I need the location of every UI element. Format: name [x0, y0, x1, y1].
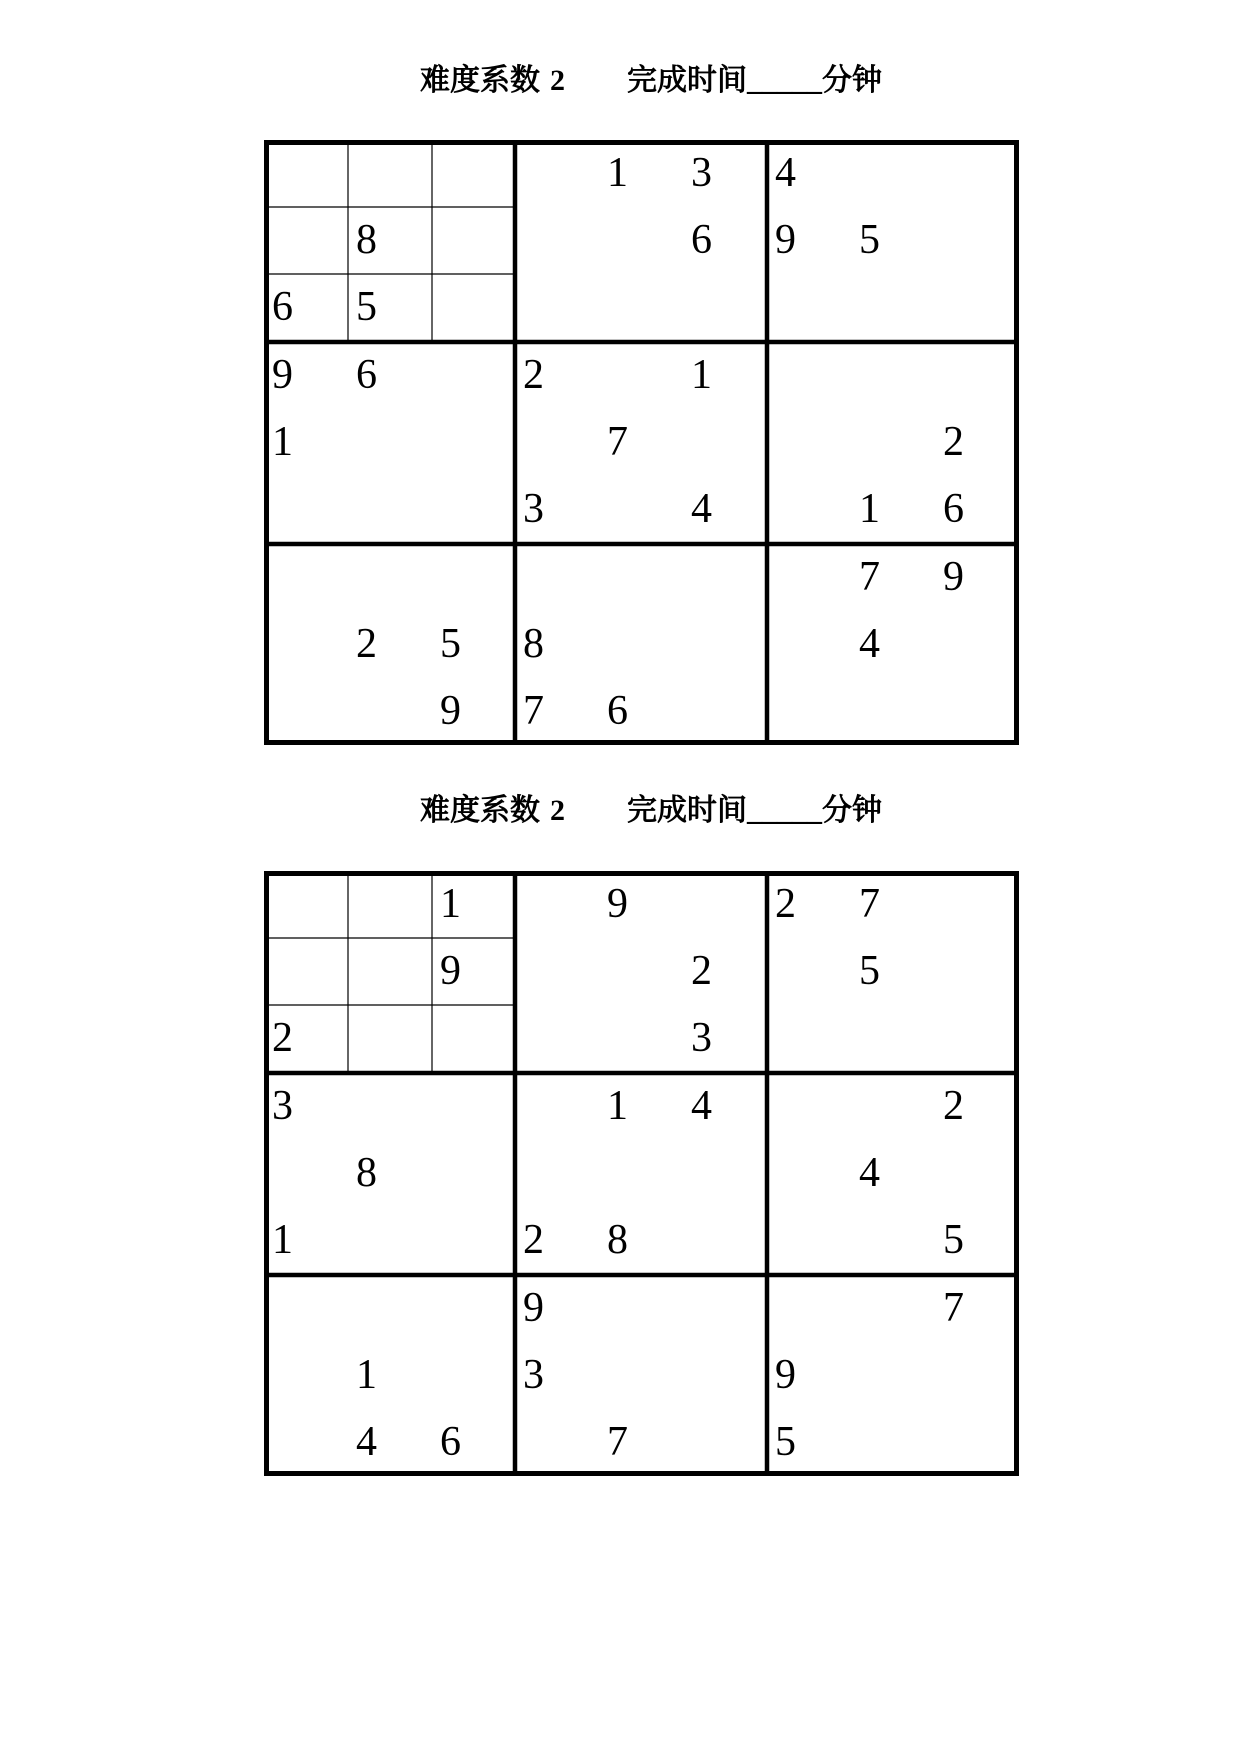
sudoku-cell: [935, 1409, 1019, 1475]
sudoku-cell: [767, 544, 851, 610]
sudoku-cell: [432, 1073, 516, 1139]
sudoku-cell: 8: [523, 621, 544, 667]
sudoku-cell: 8: [356, 217, 377, 263]
sudoku-cell: 5: [440, 621, 461, 667]
sudoku-cell: [515, 938, 599, 1004]
sudoku-cell: [851, 1275, 935, 1341]
sudoku-cell: 7: [943, 1285, 964, 1331]
sudoku-cell: 1: [440, 881, 461, 927]
sudoku-cell: [599, 342, 683, 408]
sudoku-cell: [515, 274, 599, 340]
sudoku-cell: [935, 140, 1019, 206]
sudoku-cell: [432, 1140, 516, 1206]
sudoku-cell: 2: [943, 419, 964, 465]
sudoku-cell: [767, 611, 851, 677]
puzzle-1-title: [420, 61, 882, 101]
sudoku-cell: [935, 342, 1019, 408]
sudoku-cell: 7: [859, 881, 880, 927]
sudoku-cell: [264, 544, 348, 610]
sudoku-cell: [851, 1207, 935, 1273]
sudoku-cell: 2: [523, 352, 544, 398]
sudoku-cell: [935, 274, 1019, 340]
completion-time-blank: _____: [747, 794, 822, 827]
sudoku-cell: [432, 1005, 516, 1071]
sudoku-cell: 1: [356, 1352, 377, 1398]
sudoku-cell: 5: [943, 1217, 964, 1263]
sudoku-cell: [683, 611, 767, 677]
sudoku-cell: [348, 1275, 432, 1341]
sudoku-cell: [599, 207, 683, 273]
sudoku-cell: [264, 678, 348, 744]
sudoku-cell: 1: [272, 419, 293, 465]
sudoku-cell: [432, 274, 516, 340]
sudoku-cell: [264, 1409, 348, 1475]
sudoku-cell: 9: [775, 217, 796, 263]
sudoku-cell: [515, 1005, 599, 1071]
sudoku-cell: [767, 476, 851, 542]
sudoku-cell: [515, 409, 599, 475]
sudoku-cell: 5: [775, 1419, 796, 1465]
sudoku-cell: [683, 274, 767, 340]
sudoku-cell: 4: [775, 150, 796, 196]
sudoku-cell: [599, 476, 683, 542]
sudoku-cell: [851, 342, 935, 408]
sudoku-cell: [935, 1342, 1019, 1408]
sudoku-cell: 2: [523, 1217, 544, 1263]
sudoku-cell: 6: [440, 1419, 461, 1465]
sudoku-cell: [683, 1207, 767, 1273]
sudoku-cell: 2: [691, 948, 712, 994]
sudoku-cell: 4: [691, 486, 712, 532]
sudoku-cell: [851, 1073, 935, 1139]
sudoku-cell: [515, 544, 599, 610]
sudoku-cell: [851, 409, 935, 475]
sudoku-cell: [348, 544, 432, 610]
sudoku-cell: [851, 678, 935, 744]
sudoku-cell: [264, 476, 348, 542]
sudoku-cell: [264, 1140, 348, 1206]
sudoku-cell: [599, 611, 683, 677]
sudoku-cell: [683, 1342, 767, 1408]
sudoku-cell: 2: [943, 1083, 964, 1129]
sudoku-cell: [767, 1275, 851, 1341]
sudoku-cell: [683, 544, 767, 610]
sudoku-cell: [264, 938, 348, 1004]
difficulty-value: 2: [550, 64, 565, 97]
sudoku-cell: 6: [943, 486, 964, 532]
sudoku-cell: [683, 1409, 767, 1475]
sudoku-cell: [851, 1005, 935, 1071]
sudoku-cell: [935, 611, 1019, 677]
sudoku-cell: 2: [272, 1015, 293, 1061]
difficulty-value: 2: [550, 794, 565, 827]
sudoku-cell: 6: [691, 217, 712, 263]
sudoku-cell: 1: [607, 1083, 628, 1129]
sudoku-cell: [264, 1275, 348, 1341]
sudoku-cell: [851, 140, 935, 206]
sudoku-cell: 3: [691, 1015, 712, 1061]
sudoku-cell: 1: [607, 150, 628, 196]
sudoku-cell: 9: [440, 688, 461, 734]
sudoku-cell: [767, 1073, 851, 1139]
sudoku-cell: [767, 274, 851, 340]
time-unit-label: 分钟: [822, 794, 882, 827]
sudoku-cell: [432, 544, 516, 610]
sudoku-cell: [935, 871, 1019, 937]
sudoku-cell: [683, 678, 767, 744]
sudoku-cell: [851, 1342, 935, 1408]
sudoku-cell: [264, 207, 348, 273]
sudoku-cell: [599, 544, 683, 610]
difficulty-label: 难度系数: [420, 794, 540, 827]
sudoku-cell: 7: [859, 554, 880, 600]
sudoku-cell: 7: [607, 419, 628, 465]
sudoku-cell: 2: [356, 621, 377, 667]
sudoku-cell: 7: [523, 688, 544, 734]
sudoku-cell: 4: [691, 1083, 712, 1129]
sudoku-cell: [599, 1275, 683, 1341]
sudoku-cell: 5: [859, 217, 880, 263]
sudoku-cell: [432, 207, 516, 273]
completion-time-label: 完成时间: [627, 794, 747, 827]
sudoku-cell: 9: [607, 881, 628, 927]
sudoku-cell: 4: [859, 1150, 880, 1196]
sudoku-cell: 8: [356, 1150, 377, 1196]
sudoku-cell: 9: [523, 1285, 544, 1331]
sudoku-cell: [348, 476, 432, 542]
sudoku-cell: [264, 140, 348, 206]
sudoku-cell: 6: [607, 688, 628, 734]
sudoku-cell: [935, 207, 1019, 273]
sudoku-cell: [432, 342, 516, 408]
sudoku-cell: 5: [859, 948, 880, 994]
sudoku-cell: [767, 1005, 851, 1071]
sudoku-cell: [683, 1140, 767, 1206]
sudoku-cell: [264, 1342, 348, 1408]
sudoku-cell: 1: [691, 352, 712, 398]
sudoku-cell: 9: [272, 352, 293, 398]
sudoku-cell: 9: [440, 948, 461, 994]
sudoku-cell: [851, 1409, 935, 1475]
sudoku-cell: 2: [775, 881, 796, 927]
sudoku-cell: 3: [523, 486, 544, 532]
sudoku-grid-2: [264, 871, 1019, 1476]
sudoku-cell: [515, 207, 599, 273]
sudoku-cell: [935, 1005, 1019, 1071]
sudoku-cell: [432, 140, 516, 206]
sudoku-cell: [515, 1073, 599, 1139]
sudoku-cell: [767, 1207, 851, 1273]
sudoku-cell: [767, 1140, 851, 1206]
sudoku-cell: 3: [272, 1083, 293, 1129]
sudoku-cell: 3: [691, 150, 712, 196]
sudoku-cell: [348, 1073, 432, 1139]
sudoku-grid-1: [264, 140, 1019, 745]
sudoku-cell: 1: [859, 486, 880, 532]
sudoku-cell: [935, 1140, 1019, 1206]
sudoku-cell: [348, 1207, 432, 1273]
sudoku-cell: [348, 1005, 432, 1071]
sudoku-cell: 4: [356, 1419, 377, 1465]
completion-time-label: 完成时间: [627, 64, 747, 97]
sudoku-cell: 9: [943, 554, 964, 600]
sudoku-cell: [515, 1140, 599, 1206]
sudoku-cell: [348, 678, 432, 744]
sudoku-cell: 5: [356, 284, 377, 330]
time-unit-label: 分钟: [822, 64, 882, 97]
sudoku-cell: 1: [272, 1217, 293, 1263]
sudoku-cell: [767, 409, 851, 475]
sudoku-cell: [515, 871, 599, 937]
sudoku-cell: 8: [607, 1217, 628, 1263]
sudoku-cell: 6: [356, 352, 377, 398]
sudoku-cell: 7: [607, 1419, 628, 1465]
sudoku-cell: [851, 274, 935, 340]
sudoku-cell: [599, 1342, 683, 1408]
sudoku-cell: [432, 409, 516, 475]
sudoku-cell: [767, 938, 851, 1004]
sudoku-cell: [432, 476, 516, 542]
sudoku-cell: [683, 409, 767, 475]
sudoku-cell: [683, 871, 767, 937]
sudoku-cell: [935, 938, 1019, 1004]
sudoku-cell: [348, 140, 432, 206]
sudoku-cell: [432, 1207, 516, 1273]
sudoku-cell: [432, 1275, 516, 1341]
puzzle-2-title: [420, 791, 882, 831]
sudoku-cell: 9: [775, 1352, 796, 1398]
sudoku-cell: 4: [859, 621, 880, 667]
sudoku-cell: [515, 140, 599, 206]
sudoku-cell: [599, 1005, 683, 1071]
sudoku-cell: [348, 938, 432, 1004]
sudoku-cell: [264, 871, 348, 937]
sudoku-cell: [683, 1275, 767, 1341]
sudoku-cell: [348, 871, 432, 937]
sudoku-cell: 6: [272, 284, 293, 330]
sudoku-cell: [935, 678, 1019, 744]
sudoku-cell: [348, 409, 432, 475]
sudoku-cell: 3: [523, 1352, 544, 1398]
sudoku-cell: [264, 611, 348, 677]
sudoku-cell: [515, 1409, 599, 1475]
sudoku-cell: [599, 274, 683, 340]
sudoku-cell: [599, 1140, 683, 1206]
completion-time-blank: _____: [747, 64, 822, 97]
sudoku-cell: [599, 938, 683, 1004]
difficulty-label: 难度系数: [420, 64, 540, 97]
sudoku-cell: [432, 1342, 516, 1408]
sudoku-cell: [767, 678, 851, 744]
sudoku-cell: [767, 342, 851, 408]
